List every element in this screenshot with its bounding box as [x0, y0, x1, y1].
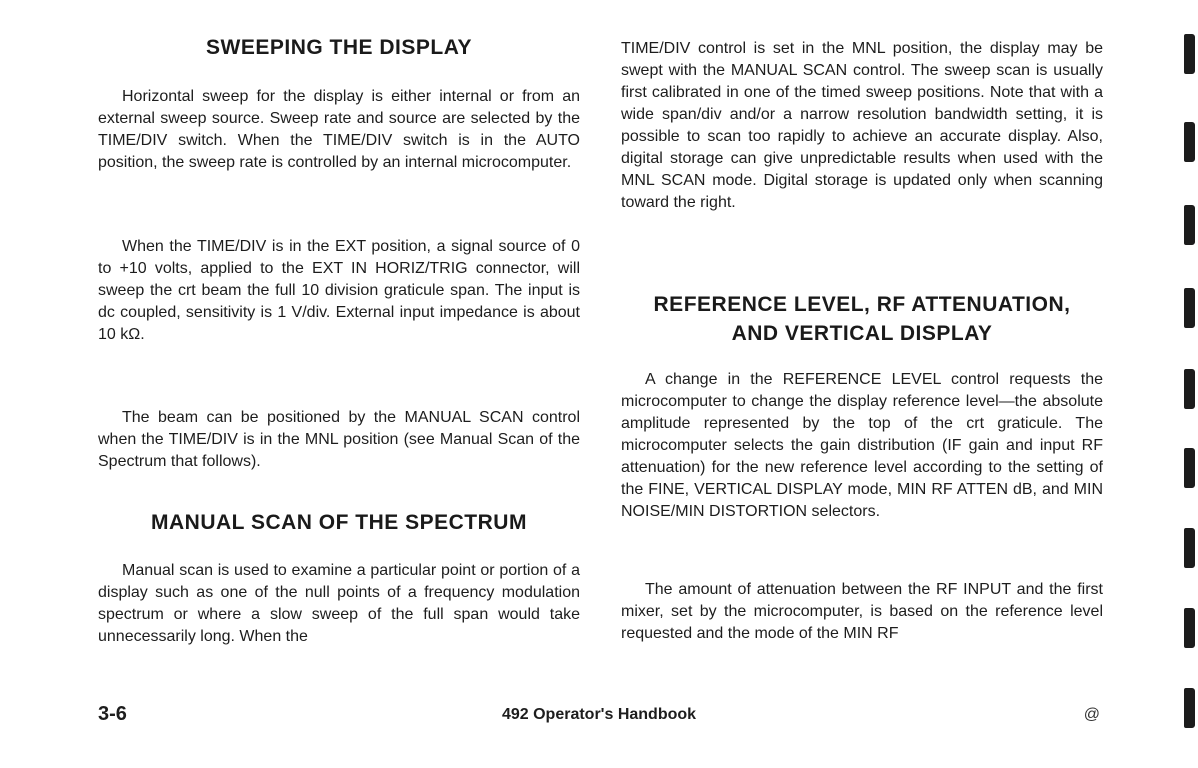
- section-heading-manual-scan: MANUAL SCAN OF THE SPECTRUM: [151, 511, 527, 534]
- handbook-title: 492 Operator's Handbook: [501, 706, 697, 723]
- heading-line-1: REFERENCE LEVEL, RF ATTENUATION,: [653, 293, 1071, 316]
- index-tab: [1184, 122, 1195, 162]
- index-tabs: [1170, 0, 1198, 768]
- page-number: 3-6: [98, 703, 127, 725]
- paragraph-manual-scan: Manual scan is used to examine a particular point or portion of a display such as one of the null points of a frequency modulation spectrum or where a slow sweep of the full span would take unnecessarily long. When the: [98, 562, 580, 645]
- index-tab: [1184, 688, 1195, 728]
- paragraph-attenuation: The amount of attenuation between the RF INPUT and the first mixer, set by the microcomputer, is based on the reference level requested and the mode of the MIN RF: [621, 581, 1103, 642]
- paragraph-manual-scan-continued: TIME/DIV control is set in the MNL position, the display may be swept with the MANUAL SCAN control. The sweep scan is usually first calibrated in one of the timed sweep positions. Note that with a wide span/div and/or a narrow resolution bandwidth setting, it is possible to scan too rapidly to achieve an accurate display. Also, digital storage can give unpredictable results when used with the MNL SCAN mode. Digital storage is updated only when scanning toward the right.: [621, 40, 1103, 211]
- paragraph-reference-level: A change in the REFERENCE LEVEL control requests the microcomputer to change the display reference level—the absolute amplitude represented by the top of the crt graticule. The microcomputer selects the gain distribution (IF gain and input RF attenuation) for the new reference level according to the setting of the FINE, VERTICAL DISPLAY mode, MIN RF ATTEN dB, and MIN NOISE/MIN DISTORTION selectors.: [621, 371, 1103, 520]
- index-tab: [1184, 448, 1195, 488]
- index-tab: [1184, 205, 1195, 245]
- paragraph-ext-position: When the TIME/DIV is in the EXT position, a signal source of 0 to +10 volts, applied to the EXT IN HORIZ/TRIG connector, will sweep the crt beam the full 10 division graticule span. The input is dc coupled, sensitivity is 1 V/div. External input impedance is about 10 kΩ.: [98, 238, 580, 343]
- index-tab: [1184, 369, 1195, 409]
- publisher-mark: @: [1083, 706, 1100, 723]
- section-heading-sweeping-display: SWEEPING THE DISPLAY: [206, 36, 472, 59]
- index-tab: [1184, 34, 1195, 74]
- heading-line-2: AND VERTICAL DISPLAY: [731, 322, 993, 345]
- paragraph-beam-position: The beam can be positioned by the MANUAL SCAN control when the TIME/DIV is in the MNL position (see Manual Scan of the Spectrum that follows).: [98, 409, 580, 470]
- paragraph-sweep-source: Horizontal sweep for the display is either internal or from an external sweep source. Sweep rate and source are selected by the TIME/DIV switch. When the TIME/DIV switch is in the AUTO position, the sweep rate is controlled by an internal microcomputer.: [98, 88, 580, 171]
- index-tab: [1184, 528, 1195, 568]
- section-heading-reference-level: [621, 290, 1103, 348]
- index-tab: [1184, 608, 1195, 648]
- index-tab: [1184, 288, 1195, 328]
